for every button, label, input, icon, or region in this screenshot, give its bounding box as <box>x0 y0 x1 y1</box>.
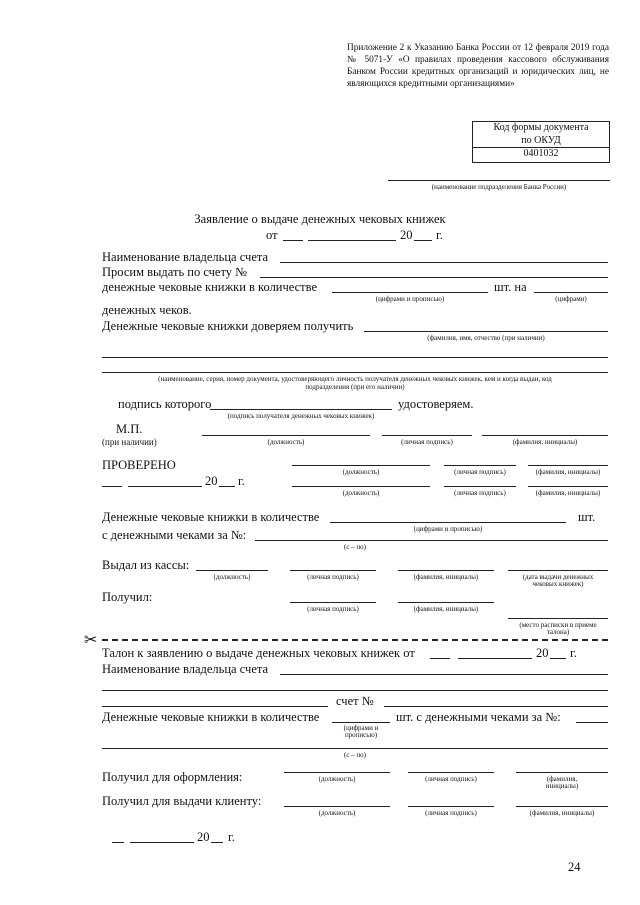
form-title: Заявление о выдаче денежных чековых книжек <box>194 212 446 226</box>
checked-position-line-1[interactable] <box>292 465 430 466</box>
received-name-line[interactable] <box>398 602 494 603</box>
client-position-line[interactable] <box>284 806 390 807</box>
date-day-line[interactable] <box>283 240 303 241</box>
id-caption-1: (наименование, серия, номер документа, удостоверяющего личность получателя денежных чековых книжек, кем и когда выдан, код <box>158 375 552 383</box>
coupon-account-line[interactable] <box>384 706 608 707</box>
signature-of-label: подпись которого <box>118 397 212 411</box>
coupon-owner-line[interactable] <box>280 674 608 675</box>
checked-label: ПРОВЕРЕНО <box>102 458 176 472</box>
okud-label-1: Код формы документа <box>493 122 589 133</box>
coupon-from-to-caption: (с – по) <box>343 751 366 759</box>
client-signature-caption: (личная подпись) <box>425 809 477 817</box>
coupon-owner-line-2[interactable] <box>102 690 608 691</box>
checked-name-line-2[interactable] <box>528 486 608 487</box>
official-name-line[interactable] <box>482 435 608 436</box>
coupon-cheques-range-line[interactable] <box>102 748 608 749</box>
issue-date-caption-1: (дата выдачи денежных <box>522 573 594 581</box>
client-signature-line[interactable] <box>408 806 494 807</box>
cashier-signature-line[interactable] <box>290 570 376 571</box>
cheques-label: денежных чеков. <box>102 303 192 317</box>
coupon-quantity-label: Денежные чековые книжки в количестве <box>102 710 320 724</box>
coupon-final-suffix: г. <box>228 830 235 844</box>
checked-position-caption-1: (должность) <box>342 468 380 476</box>
date-year-line[interactable] <box>414 240 432 241</box>
checked-signature-caption-1: (личная подпись) <box>454 468 506 476</box>
coupon-final-year-label: 20 <box>197 830 210 844</box>
receipt-place-caption-1: (место расписки в приеме <box>519 621 597 629</box>
quantity-line[interactable] <box>332 292 488 293</box>
bank-division-line[interactable] <box>388 180 610 181</box>
coupon-account-label: счет № <box>336 694 374 708</box>
coupon-title: Талон к заявлению о выдаче денежных чековых книжек от <box>102 646 415 660</box>
coupon-final-month-line[interactable] <box>130 842 194 843</box>
coupon-final-year-line[interactable] <box>211 842 223 843</box>
quantity-label: денежные чековые книжки в количестве <box>102 280 318 294</box>
coupon-owner-line-3[interactable] <box>102 706 328 707</box>
fio-caption: (фамилия, имя, отчество (при наличии) <box>427 334 545 342</box>
official-position-line[interactable] <box>202 435 370 436</box>
owner-name-line[interactable] <box>280 262 608 263</box>
processing-name-caption-2: инициалы) <box>545 782 579 790</box>
coupon-suffix: г. <box>570 646 577 660</box>
client-name-line[interactable] <box>516 806 608 807</box>
checked-year-label: 20 <box>205 474 218 488</box>
official-signature-caption: (личная подпись) <box>401 438 453 446</box>
checked-month-line[interactable] <box>128 486 202 487</box>
issue-with-cheques-label: с денежными чеками за №: <box>102 528 247 542</box>
coupon-cheques-line[interactable] <box>576 722 608 723</box>
checked-position-line-2[interactable] <box>292 486 430 487</box>
issue-from-to-caption: (с – по) <box>343 543 366 551</box>
date-year-label: 20 <box>400 228 413 242</box>
issue-date-caption-2: чековых книжек) <box>532 580 584 588</box>
official-position-caption: (должность) <box>267 438 305 446</box>
checked-name-caption-2: (фамилия, инициалы) <box>535 489 601 497</box>
coupon-year-line[interactable] <box>550 658 566 659</box>
if-any-caption: (при наличии) <box>102 437 157 447</box>
owner-name-label: Наименование владельца счета <box>102 250 269 264</box>
issued-label: Выдал из кассы: <box>102 558 190 572</box>
account-number-line[interactable] <box>260 277 608 278</box>
certify-label: удостоверяем. <box>398 397 474 411</box>
page-number: 24 <box>568 860 581 874</box>
coupon-quantity-caption-1: (цифрами и <box>343 724 379 732</box>
coupon-quantity-caption-2: прописью) <box>344 731 378 739</box>
trust-label: Денежные чековые книжки доверяем получить <box>102 319 354 333</box>
issue-quantity-label: Денежные чековые книжки в количестве <box>102 510 320 524</box>
annex-header: Приложение 2 к Указанию Банка России от 12 февраля 2019 года № 5071-У «О правилах проведения кассового обслуживания Банком России кредитных организаций и юридических лиц, не являющихся кредитными организациями» <box>347 43 609 89</box>
id-document-line-2[interactable] <box>102 372 608 373</box>
stamp-label: М.П. <box>116 422 143 436</box>
cashier-name-caption: (фамилия, инициалы) <box>413 573 479 581</box>
client-name-caption: (фамилия, инициалы) <box>529 809 595 817</box>
pcs-on-label: шт. на <box>494 280 527 294</box>
received-processing-label: Получил для оформления: <box>102 770 243 784</box>
received-signature-caption: (личная подпись) <box>307 605 359 613</box>
cashier-signature-caption: (личная подпись) <box>307 573 359 581</box>
processing-name-line[interactable] <box>516 772 608 773</box>
processing-signature-caption: (личная подпись) <box>425 775 477 783</box>
issue-pcs-label: шт. <box>578 510 596 524</box>
id-document-line[interactable] <box>102 357 608 358</box>
cut-line <box>102 639 608 641</box>
official-signature-line[interactable] <box>382 435 472 436</box>
cashier-position-line[interactable] <box>196 570 268 571</box>
okud-code: 0401032 <box>473 147 609 161</box>
received-signature-line[interactable] <box>290 602 376 603</box>
cashier-position-caption: (должность) <box>213 573 251 581</box>
signature-caption: (подпись получателя денежных чековых книжек) <box>227 412 375 420</box>
checked-signature-line-2[interactable] <box>444 486 516 487</box>
okud-label-2: по ОКУД <box>521 134 561 146</box>
received-label: Получил: <box>102 590 153 604</box>
issue-cheques-range-line[interactable] <box>255 540 608 541</box>
digits-caption: (цифрами) <box>555 295 587 303</box>
processing-position-line[interactable] <box>284 772 390 773</box>
id-caption-2: подразделения (при его наличии) <box>305 383 405 391</box>
quantity-caption: (цифрами и прописью) <box>375 295 445 303</box>
coupon-month-line[interactable] <box>458 658 532 659</box>
official-name-caption: (фамилия, инициалы) <box>512 438 578 446</box>
processing-position-caption: (должность) <box>318 775 356 783</box>
date-from-label: от <box>266 228 278 242</box>
checked-signature-caption-2: (личная подпись) <box>454 489 506 497</box>
issue-date-line[interactable] <box>508 570 608 571</box>
processing-name-caption-1: (фамилия, <box>546 775 578 783</box>
recipient-signature-line[interactable] <box>210 409 392 410</box>
processing-signature-line[interactable] <box>408 772 494 773</box>
coupon-pcs-with-label: шт. с денежными чеками за №: <box>396 710 561 724</box>
scissors-icon: ✂ <box>84 630 98 649</box>
date-suffix: г. <box>436 228 443 242</box>
checked-signature-line-1[interactable] <box>444 465 516 466</box>
coupon-owner-label: Наименование владельца счета <box>102 662 269 676</box>
bank-division-caption: (наименование подразделения Банка России) <box>431 183 567 191</box>
checked-name-line-1[interactable] <box>528 465 608 466</box>
client-position-caption: (должность) <box>318 809 356 817</box>
request-label: Просим выдать по счету № <box>102 265 248 279</box>
checked-suffix: г. <box>238 474 245 488</box>
checked-name-caption-1: (фамилия, инициалы) <box>535 468 601 476</box>
coupon-year-label: 20 <box>536 646 549 660</box>
checked-day-line[interactable] <box>102 486 122 487</box>
receipt-place-line[interactable] <box>508 618 608 619</box>
coupon-day-line[interactable] <box>430 658 450 659</box>
issue-quantity-line[interactable] <box>330 522 566 523</box>
date-month-line[interactable] <box>308 240 396 241</box>
okud-box <box>472 121 610 163</box>
checked-year-line[interactable] <box>219 486 235 487</box>
issue-quantity-caption: (цифрами и прописью) <box>413 525 483 533</box>
received-client-label: Получил для выдачи клиенту: <box>102 794 262 808</box>
coupon-quantity-line[interactable] <box>332 722 390 723</box>
received-name-caption: (фамилия, инициалы) <box>413 605 479 613</box>
recipient-fio-line[interactable] <box>364 331 608 332</box>
coupon-final-day-line[interactable] <box>112 842 124 843</box>
cheques-count-line[interactable] <box>534 292 608 293</box>
receipt-place-caption-2: талона) <box>546 628 570 636</box>
cashier-name-line[interactable] <box>398 570 494 571</box>
checked-position-caption-2: (должность) <box>342 489 380 497</box>
